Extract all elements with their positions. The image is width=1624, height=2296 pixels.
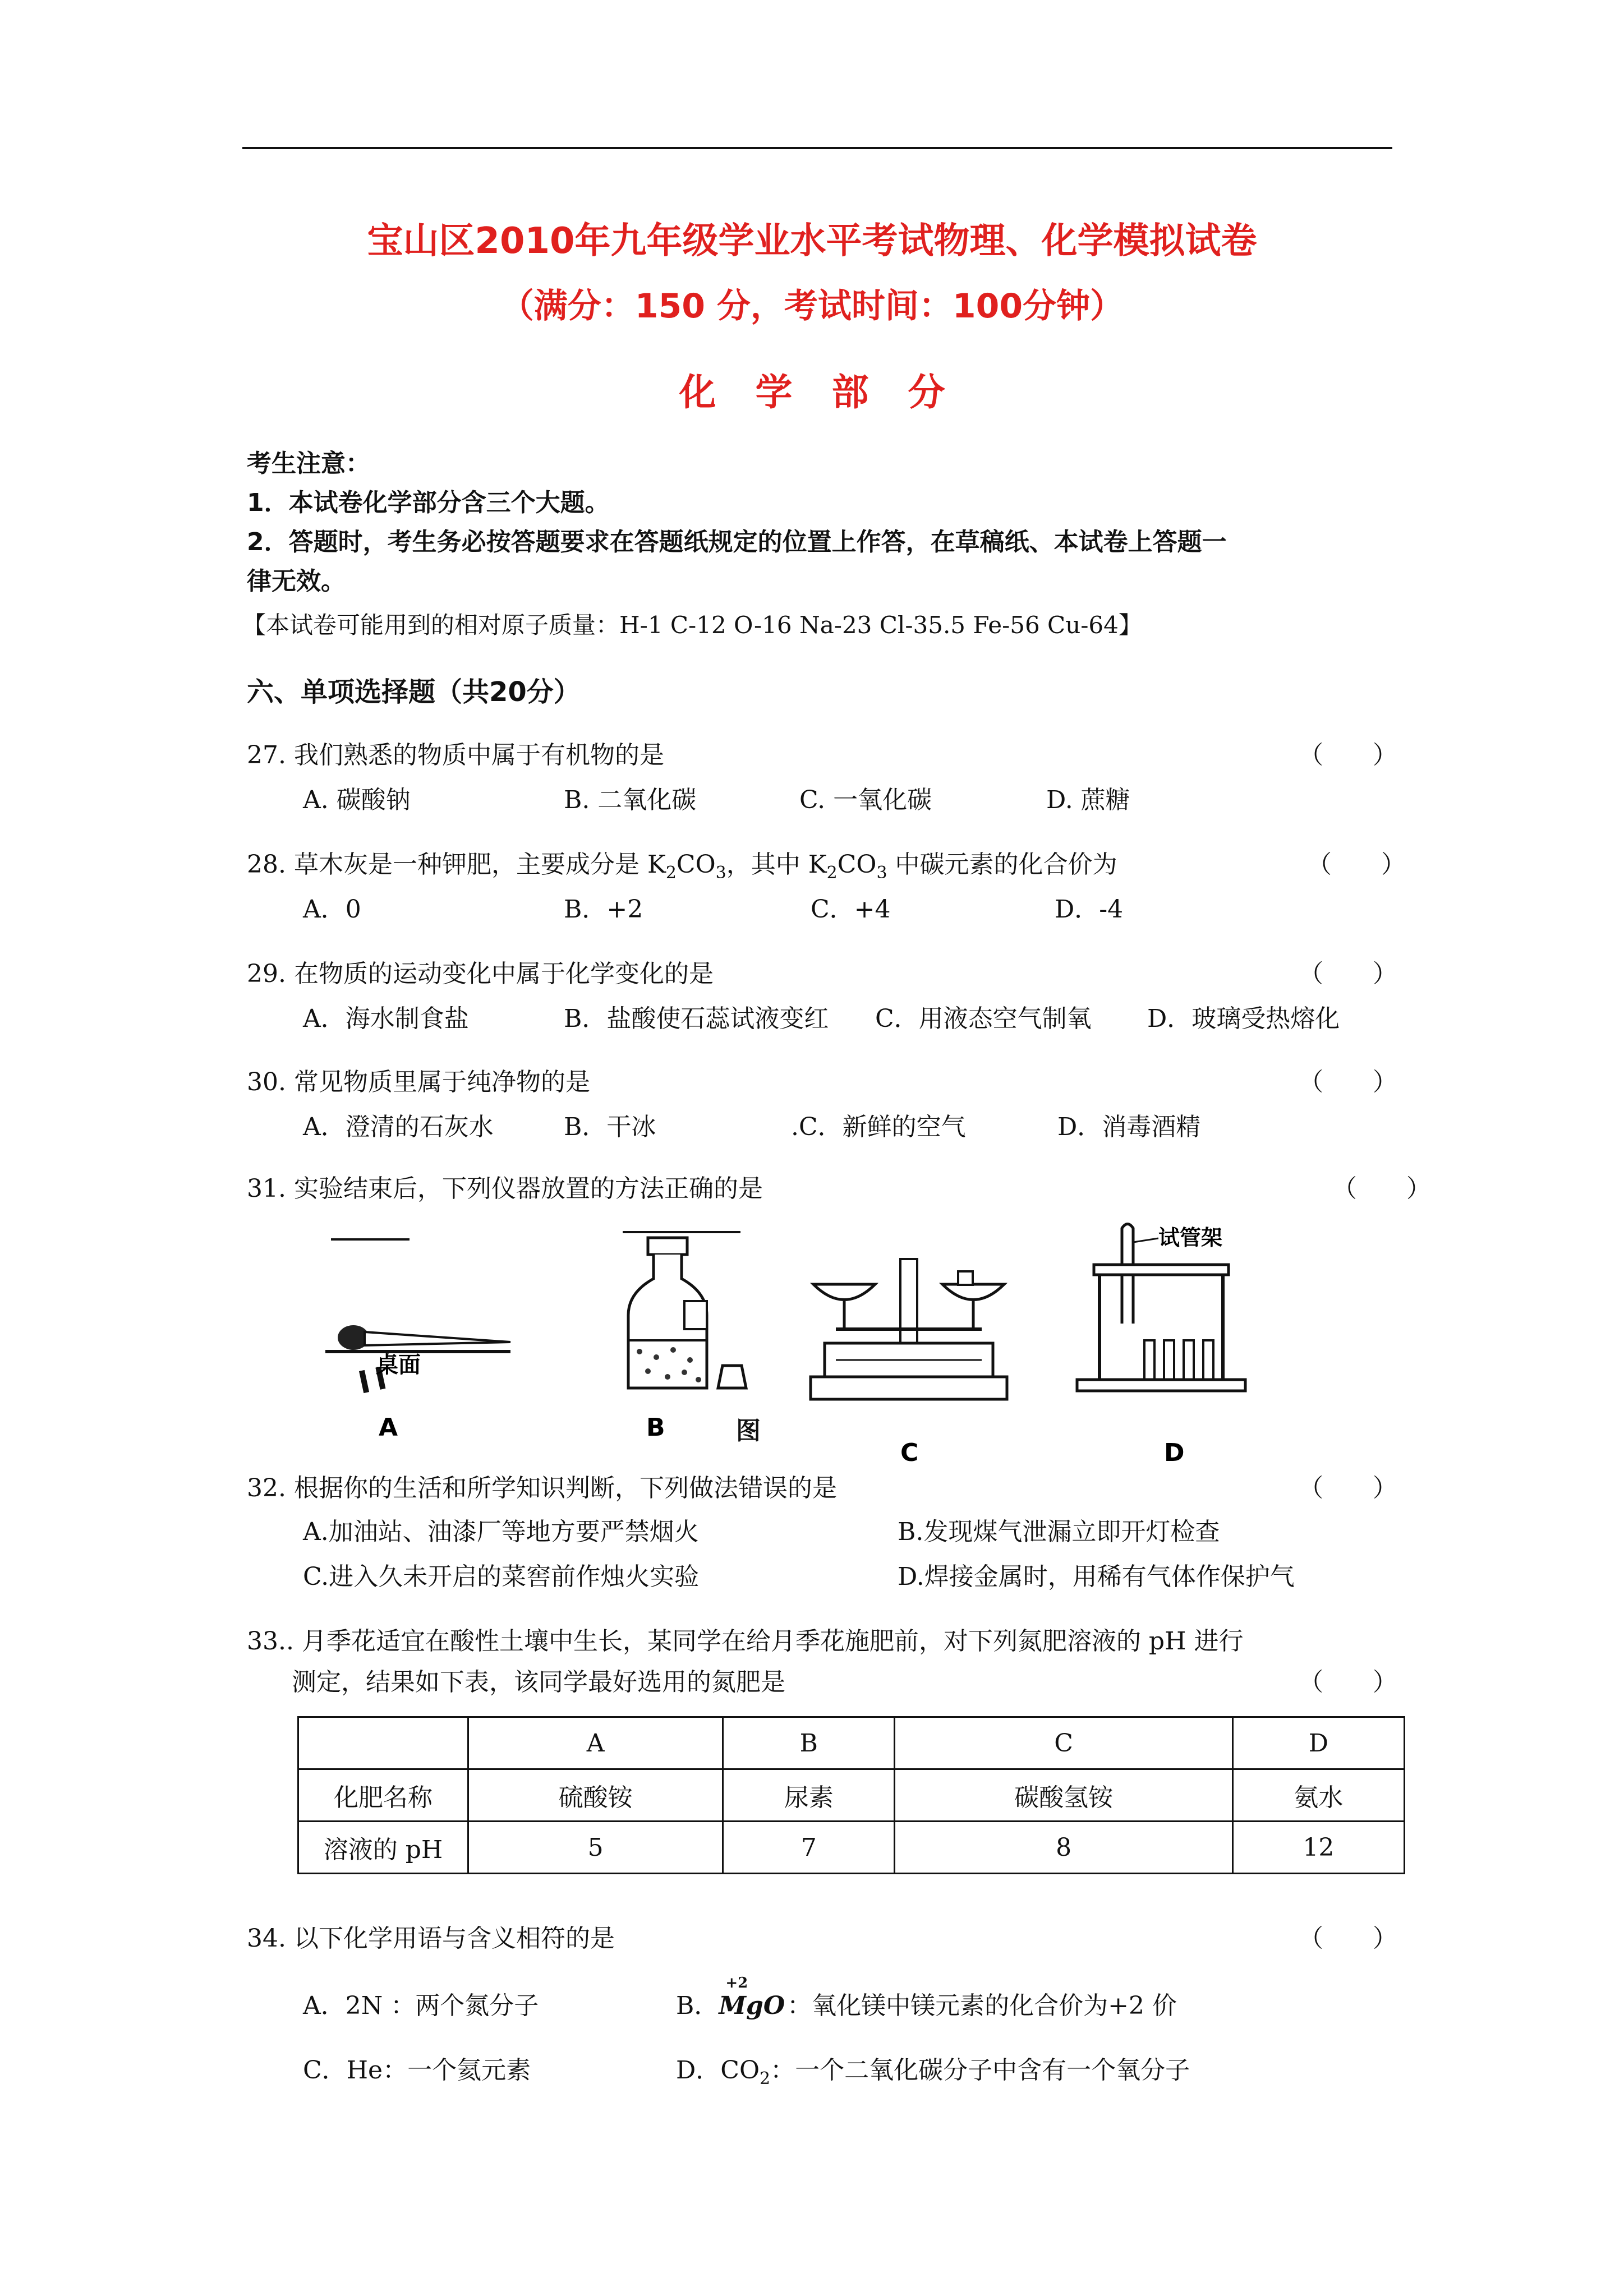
q28-option-b: B．+2 bbox=[564, 895, 643, 924]
q28-answer-paren: （ ） bbox=[1307, 850, 1406, 879]
q27-stem: 27. 我们熟悉的物质中属于有机物的是 bbox=[247, 741, 664, 769]
table-row bbox=[298, 1769, 1405, 1822]
notice-heading: 考生注意： bbox=[247, 449, 370, 478]
table-cell: 8 bbox=[895, 1822, 1232, 1874]
notice-item-3: 律无效。 bbox=[247, 567, 346, 596]
q32-option-d: D.焊接金属时，用稀有气体作保护气 bbox=[898, 1562, 1295, 1591]
header-rule bbox=[242, 147, 1392, 149]
q29-option-a: A．海水制食盐 bbox=[303, 1004, 469, 1033]
exam-subtitle: （满分：150 分，考试时间：100分钟） bbox=[500, 287, 1124, 326]
q28-option-a: A．0 bbox=[303, 895, 361, 924]
q27-option-c: C. 一氧化碳 bbox=[799, 786, 932, 814]
table-cell: 7 bbox=[723, 1822, 895, 1874]
table-header-d: D bbox=[1232, 1717, 1404, 1769]
table-row-label: 化肥名称 bbox=[298, 1769, 468, 1822]
q28-stem: 28. 草木灰是一种钾肥，主要成分是 $K_2CO_3$，其中 $K_2CO_3$ 中碳元素的化合价为 bbox=[247, 850, 1117, 883]
table-cell: 5 bbox=[468, 1822, 723, 1874]
q33-stem-line1: 33.. 月季花适宜在酸性土壤中生长，某同学在给月季花施肥前，对下列氮肥溶液的 pH 进行 bbox=[247, 1627, 1244, 1656]
figure-caption: 图 bbox=[736, 1417, 761, 1445]
q28-option-c: C．+4 bbox=[811, 895, 891, 924]
table-cell: 硫酸铵 bbox=[468, 1769, 723, 1822]
table-row-label: 溶液的 pH bbox=[298, 1822, 468, 1874]
q29-answer-paren: （ ） bbox=[1299, 960, 1397, 988]
notice-item-2: 2．答题时，考生务必按答题要求在答题纸规定的位置上作答，在草稿纸、本试卷上答题一 bbox=[247, 528, 1227, 556]
desk-label: 桌面 bbox=[376, 1352, 421, 1378]
q27-option-b: B. 二氧化碳 bbox=[564, 786, 697, 814]
q34-option-a: A．2N ：两个氮分子 bbox=[303, 1991, 539, 2020]
q34-option-c: C．He：一个氦元素 bbox=[303, 2056, 531, 2085]
q32-option-c: C.进入久未开启的菜窖前作烛火实验 bbox=[303, 1562, 700, 1591]
q32-option-b: B.发现煤气泄漏立即开灯检查 bbox=[898, 1518, 1220, 1546]
q34-answer-paren: （ ） bbox=[1299, 1924, 1397, 1953]
q31-stem: 31. 实验结束后，下列仪器放置的方法正确的是 bbox=[247, 1174, 763, 1203]
exam-title: 宝山区2010年九年级学业水平考试物理、化学模拟试卷 bbox=[367, 220, 1257, 262]
table-cell: 碳酸氢铵 bbox=[895, 1769, 1232, 1822]
q34-option-b: B． +2 MgO：氧化镁中镁元素的化合价为+2 价 bbox=[676, 1975, 1177, 2020]
q30-answer-paren: （ ） bbox=[1299, 1068, 1397, 1096]
q28-option-d: D．-4 bbox=[1055, 895, 1124, 924]
q30-option-d: D．消毒酒精 bbox=[1057, 1113, 1201, 1141]
q27-option-a: A. 碳酸钠 bbox=[303, 786, 411, 814]
ph-table bbox=[297, 1716, 1405, 1874]
q32-answer-paren: （ ） bbox=[1299, 1474, 1397, 1502]
table-header-c: C bbox=[895, 1717, 1232, 1769]
q33-answer-paren: （ ） bbox=[1299, 1668, 1397, 1696]
atomic-masses: 【本试卷可能用到的相对原子质量：H-1 C-12 O-16 Na-23 Cl-35.5 Fe-56 Cu-64】 bbox=[242, 611, 1142, 639]
notice-item-1: 1．本试卷化学部分含三个大题。 bbox=[247, 488, 610, 517]
q32-option-a: A.加油站、油漆厂等地方要严禁烟火 bbox=[303, 1518, 699, 1546]
q30-option-a: A．澄清的石灰水 bbox=[303, 1113, 494, 1141]
figure-label-c: C bbox=[900, 1439, 919, 1467]
q32-stem: 32. 根据你的生活和所学知识判断，下列做法错误的是 bbox=[247, 1474, 837, 1502]
table-header-a: A bbox=[468, 1717, 723, 1769]
q30-stem: 30. 常见物质里属于纯净物的是 bbox=[247, 1068, 590, 1096]
q27-answer-paren: （ ） bbox=[1299, 741, 1397, 769]
section-6-heading: 六、单项选择题（共20分） bbox=[247, 676, 581, 708]
figure-b-bottle bbox=[617, 1225, 763, 1439]
q33-stem-line2: 测定，结果如下表，该同学最好选用的氮肥是 bbox=[292, 1668, 785, 1696]
rack-label: 试管架 bbox=[1158, 1225, 1223, 1250]
table-cell bbox=[298, 1717, 468, 1769]
section-title: 化学部分 bbox=[679, 371, 984, 414]
q27-option-d: D. 蔗糖 bbox=[1046, 786, 1130, 814]
table-header-b: B bbox=[723, 1717, 895, 1769]
table-row bbox=[298, 1822, 1405, 1874]
q29-option-b: B．盐酸使石蕊试液变红 bbox=[564, 1004, 829, 1033]
mgo-formula: +2 MgO bbox=[719, 1975, 785, 2020]
figure-a-dropper bbox=[325, 1225, 516, 1439]
figure-label-d: D bbox=[1164, 1439, 1185, 1464]
q34-stem: 34. 以下化学用语与含义相符的是 bbox=[247, 1924, 615, 1953]
q29-stem: 29. 在物质的运动变化中属于化学变化的是 bbox=[247, 960, 714, 988]
q30-option-b: B．干冰 bbox=[564, 1113, 656, 1141]
figure-label-b: B bbox=[646, 1413, 665, 1439]
q30-option-c: .C．新鲜的空气 bbox=[791, 1113, 966, 1141]
table-cell: 12 bbox=[1232, 1822, 1404, 1874]
table-header-row bbox=[298, 1717, 1405, 1769]
figure-d-test-tube-rack bbox=[1066, 1217, 1268, 1464]
q29-option-d: D．玻璃受热熔化 bbox=[1147, 1004, 1340, 1033]
table-cell: 尿素 bbox=[723, 1769, 895, 1822]
figure-label-a: A bbox=[379, 1413, 398, 1439]
q29-option-c: C．用液态空气制氧 bbox=[875, 1004, 1092, 1033]
figure-c-balance bbox=[802, 1225, 1021, 1472]
q34-option-d: D．$CO_2$：一个二氧化碳分子中含有一个氧分子 bbox=[676, 2056, 1190, 2088]
q31-answer-paren: （ ） bbox=[1332, 1174, 1431, 1203]
table-cell: 氨水 bbox=[1232, 1769, 1404, 1822]
